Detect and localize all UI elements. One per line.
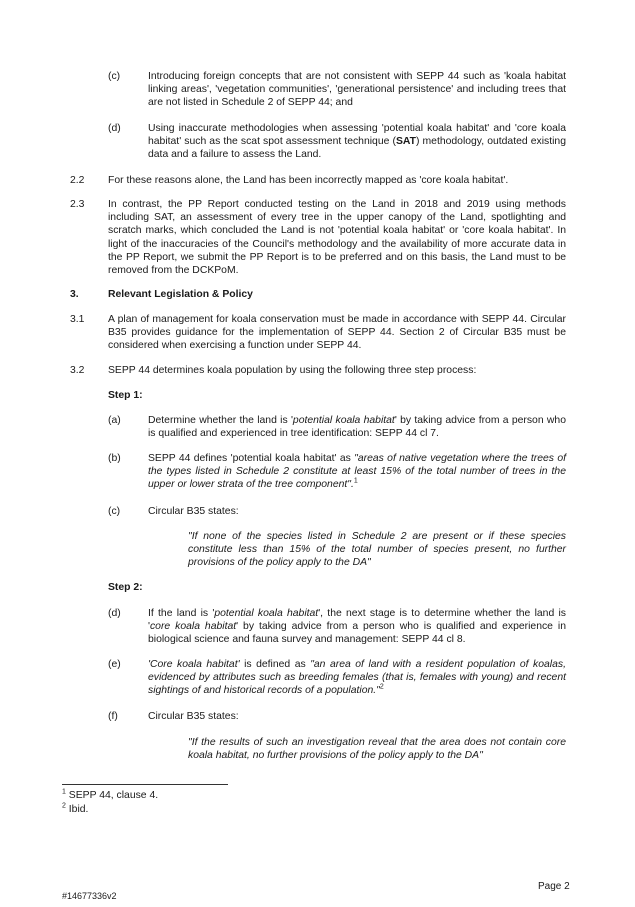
item-number: (a) <box>108 415 121 426</box>
page-number: Page 2 <box>538 881 570 892</box>
document-id: #14677336v2 <box>62 891 117 901</box>
item-number: (d) <box>108 608 121 619</box>
quote-text: "If none of the species listed in Schedule 2 are present or if these species constitute less than 15% of the total number of species present, no further provisions of the policy apply to the DA" <box>188 531 566 569</box>
paragraph-text: In contrast, the PP Report conducted testing on the Land in 2018 and 2019 using methods including SAT, an assessment of every tree in the upper canopy of the Land, spotlighting and scratch marks, which concluded the Land is not 'potential koala habitat' or 'core koala habitat'. In light of the inaccuracies of the Council's methodology and the availability of more accurate data in the PP Report, we submit the PP Report is to be preferred and on this basis, the Land must to be removed from the DCKPoM. <box>108 199 566 277</box>
footnote <box>62 803 88 816</box>
footnote-text: SEPP 44, clause 4. <box>68 790 159 801</box>
item-text: SEPP 44 defines 'potential koala habitat' as "areas of native vegetation where the trees of the types listed in Schedule 2 constitute at least 15% of the total number of trees in the upper or lower strata of the tree component".$^1$ <box>148 453 566 491</box>
paragraph-number: 2.3 <box>70 199 85 210</box>
item-text: 'Core koala habitat' is defined as "an area of land with a resident population of koalas, evidenced by attributes such as breeding females (that is, females with young) and recent sightings of and historical records of a population."$^2$ <box>148 659 566 697</box>
footnote-text: Ibid. <box>68 804 89 815</box>
paragraph-text: A plan of management for koala conservation must be made in accordance with SEPP 44. Circular B35 provides guidance for the implementation of SEPP 44. Section 2 of Circular B35 must be considered when exercising a function under SEPP 44. <box>108 314 566 352</box>
section-number: 3. <box>70 289 79 300</box>
item-number: (f) <box>108 711 118 722</box>
item-number: (c) <box>108 71 121 82</box>
step-heading: Step 2: <box>108 582 143 593</box>
paragraph-text: SEPP 44 determines koala population by using the following three step process: <box>108 365 477 376</box>
item-text: If the land is 'potential koala habitat', the next stage is to determine whether the land is 'core koala habitat' by taking advice from a person who is qualified and experience in biological science and fauna survey and management: SEPP 44 cl 8. <box>148 608 566 646</box>
footnote-ref: 2 <box>379 683 384 691</box>
step-heading: Step 1: <box>108 390 143 401</box>
footnote-mark: 2 <box>62 802 66 810</box>
paragraph-number: 3.2 <box>70 365 85 376</box>
item-number: (e) <box>108 659 121 670</box>
footnote <box>62 789 158 802</box>
item-number: (c) <box>108 506 121 517</box>
item-number: (d) <box>108 123 121 134</box>
quote-text: "If the results of such an investigation reveal that the area does not contain core koala habitat, no further provisions of the policy apply to the DA" <box>188 737 566 762</box>
item-text: Circular B35 states: <box>148 711 239 722</box>
footnote-divider <box>62 784 228 785</box>
section-title: Relevant Legislation & Policy <box>108 289 253 300</box>
paragraph-number: 3.1 <box>70 314 85 325</box>
item-number: (b) <box>108 453 121 464</box>
item-text: Using inaccurate methodologies when assessing 'potential koala habitat' and 'core koala habitat' such as the scat spot assessment technique (SAT) methodology, outdated existing data and a failure to assess the Land. <box>148 123 566 161</box>
item-text: Determine whether the land is 'potential koala habitat' by taking advice from a person who is qualified and experienced in tree identification: SEPP 44 cl 7. <box>148 415 566 440</box>
paragraph-number: 2.2 <box>70 175 85 186</box>
footnote-mark: 1 <box>62 788 66 796</box>
paragraph-text: For these reasons alone, the Land has been incorrectly mapped as 'core koala habitat'. <box>108 175 509 186</box>
item-text: Introducing foreign concepts that are not consistent with SEPP 44 such as 'koala habitat linking areas', 'vegetation communities', 'generational persistence' and including trees that are not listed in Schedule 2 of SEPP 44; and <box>148 71 566 109</box>
footnote-ref: 1 <box>353 477 358 485</box>
item-text: Circular B35 states: <box>148 506 239 517</box>
